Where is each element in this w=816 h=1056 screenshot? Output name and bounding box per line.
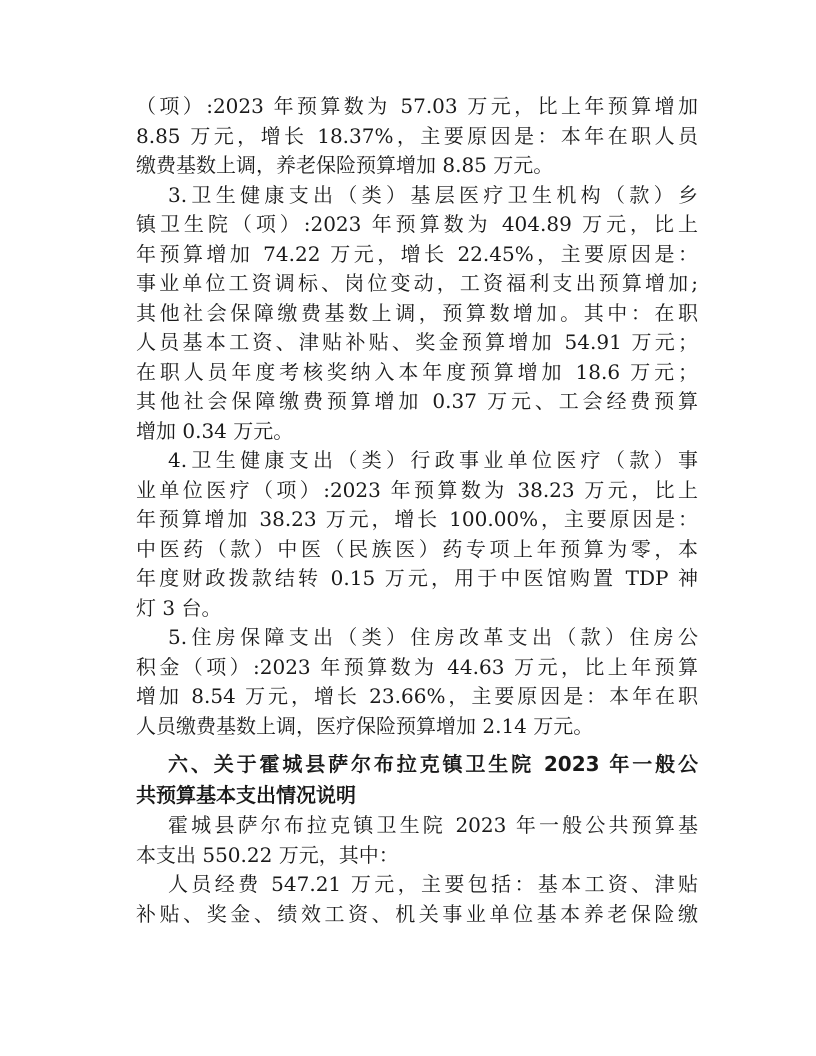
text-line: 事业单位工资调标、岗位变动，工资福利支出预算增加; [136,271,698,295]
text-line: 镇卫生院（项）:2023 年预算数为 404.89 万元，比上 [136,212,698,236]
text-line: 增加 0.34 万元。 [136,418,294,443]
section-heading [136,749,698,811]
text-line: 增加 8.54 万元，增长 23.66%，主要原因是：本年在职 [136,684,698,708]
heading-line: 六、关于霍城县萨尔布拉克镇卫生院 2023 年一般公 [168,752,698,776]
text-line: 人员缴费基数上调，医疗保险预算增加 2.14 万元。 [136,713,594,738]
text-line: 年度财政拨款结转 0.15 万元，用于中医馆购置 TDP 神 [136,566,698,590]
heading-line: 共预算基本支出情况说明 [136,783,356,807]
paragraph-item-3 [136,181,698,447]
text-line: 人员经费 547.21 万元，主要包括：基本工资、津贴 [168,872,698,896]
text-line: 业单位医疗（项）:2023 年预算数为 38.23 万元，比上 [136,477,698,502]
text-line: 年预算增加 74.22 万元，增长 22.45%，主要原因是： [136,241,698,266]
section-paragraph-summary [136,811,698,870]
text-line: 其他社会保障缴费基数上调，预算数增加。其中：在职 [136,300,698,325]
text-line: 4.卫生健康支出（类）行政事业单位医疗（款）事 [168,448,698,472]
text-line: 年预算增加 38.23 万元，增长 100.00%，主要原因是： [136,507,698,531]
spacer [136,741,698,749]
text-line: 缴费基数上调，养老保险预算增加 8.85 万元。 [136,153,554,177]
text-line: 8.85 万元，增长 18.37%，主要原因是：本年在职人员 [136,123,698,148]
section-paragraph-personnel [136,870,698,929]
text-line: 积金（项）:2023 年预算数为 44.63 万元，比上年预算 [136,654,698,679]
document-page [136,92,698,929]
text-line: 人员基本工资、津贴补贴、奖金预算增加 54.91 万元； [136,330,698,354]
text-line: 本支出 550.22 万元，其中： [136,842,399,867]
text-line: 3.卫生健康支出（类）基层医疗卫生机构（款）乡 [168,182,698,207]
paragraph-item-2-continuation [136,92,698,181]
text-line: 5.住房保障支出（类）住房改革支出（款）住房公 [168,625,698,649]
paragraph-item-5 [136,623,698,741]
text-line: （项）:2023 年预算数为 57.03 万元，比上年预算增加 [136,94,698,118]
text-line: 补贴、奖金、绩效工资、机关事业单位基本养老保险缴 [136,901,698,926]
text-line: 霍城县萨尔布拉克镇卫生院 2023 年一般公共预算基 [168,813,698,837]
text-line: 在职人员年度考核奖纳入本年度预算增加 18.6 万元； [136,359,698,384]
text-line: 中医药（款）中医（民族医）药专项上年预算为零，本 [136,536,698,561]
text-line: 灯 3 台。 [136,595,222,620]
text-line: 其他社会保障缴费预算增加 0.37 万元、工会经费预算 [136,389,698,413]
paragraph-item-4 [136,446,698,623]
